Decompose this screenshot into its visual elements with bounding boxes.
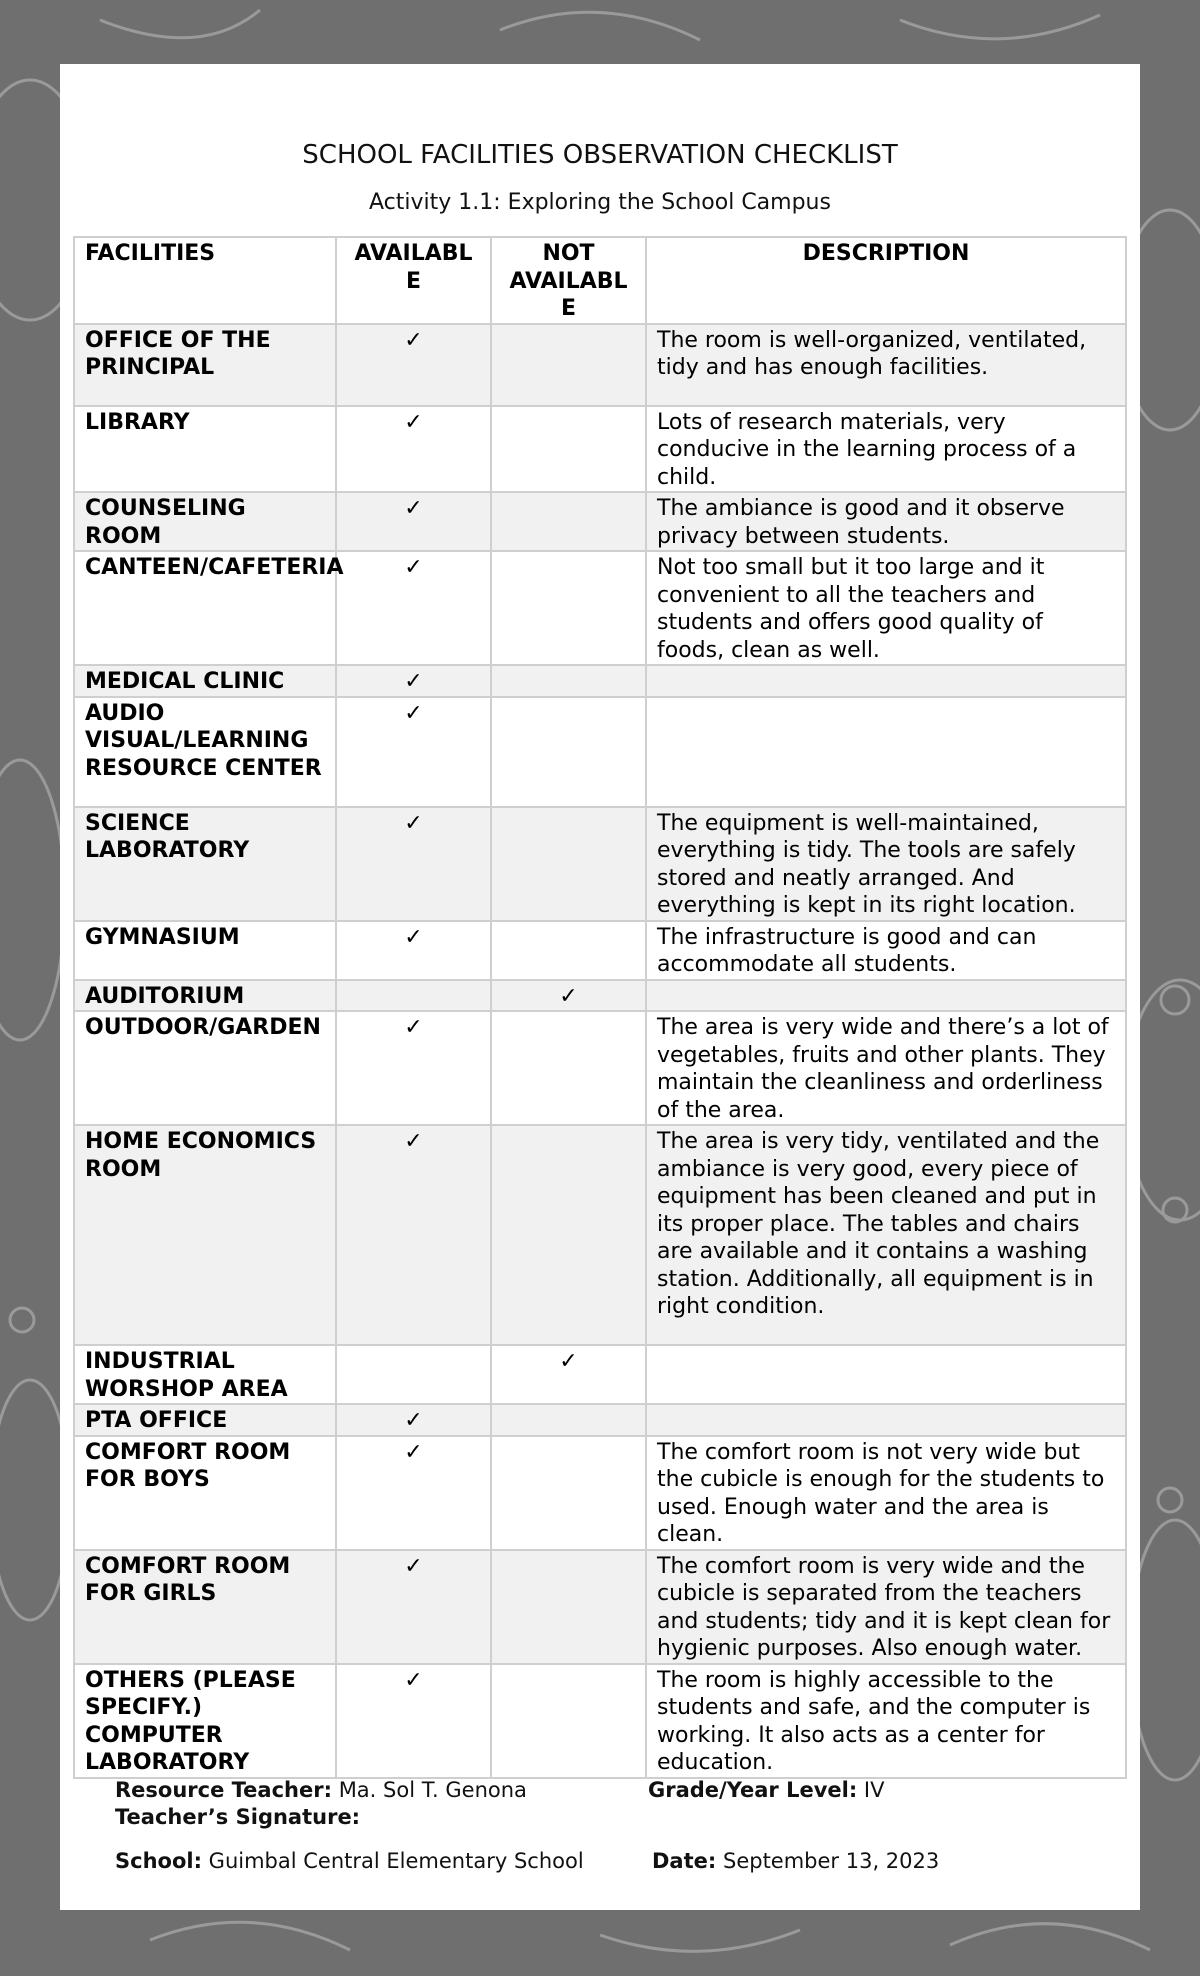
facility-cell: SCIENCE LABORATORY: [74, 807, 336, 921]
date-label: Date:: [652, 1849, 717, 1873]
facility-cell: OUTDOOR/GARDEN: [74, 1011, 336, 1125]
facility-cell: GYMNASIUM: [74, 921, 336, 980]
school-label: School:: [115, 1849, 202, 1873]
not-available-check-cell: [491, 665, 646, 697]
date-value: September 13, 2023: [722, 1849, 940, 1873]
available-check-cell: ✓: [336, 1125, 491, 1345]
resource-teacher-line: [115, 1778, 527, 1802]
available-check-cell: ✓: [336, 1550, 491, 1664]
available-check-cell: [336, 1345, 491, 1404]
available-check-cell: ✓: [336, 1404, 491, 1436]
available-check-cell: ✓: [336, 492, 491, 551]
not-available-check-cell: [491, 1436, 646, 1550]
facility-cell: CANTEEN/CAFETERIA: [74, 551, 336, 665]
not-available-check-cell: [491, 1011, 646, 1125]
grade-label: Grade/Year Level:: [648, 1778, 858, 1802]
description-cell: The room is well-organized, ventilated, tidy and has enough facilities.: [646, 324, 1126, 406]
checklist-page: [60, 64, 1140, 1910]
description-cell: The room is highly accessible to the students and safe, and the computer is working. It also acts as a center for education.: [646, 1664, 1126, 1778]
school-line: [115, 1849, 584, 1873]
available-check-cell: ✓: [336, 1436, 491, 1550]
description-cell: [646, 1404, 1126, 1436]
resource-teacher-value: Ma. Sol T. Genona: [338, 1778, 527, 1802]
facility-cell: COUNSELING ROOM: [74, 492, 336, 551]
not-available-check-cell: [491, 921, 646, 980]
not-available-check-cell: [491, 324, 646, 406]
not-available-check-cell: [491, 551, 646, 665]
table-row: [74, 1345, 1126, 1404]
header-available: AVAILABL E: [336, 237, 491, 324]
facility-cell: PTA OFFICE: [74, 1404, 336, 1436]
table-row: [74, 1125, 1126, 1345]
facility-cell: COMFORT ROOM FOR BOYS: [74, 1436, 336, 1550]
facility-cell: OTHERS (PLEASE SPECIFY.) COMPUTER LABORATORY: [74, 1664, 336, 1778]
not-available-check-cell: [491, 406, 646, 493]
table-row: [74, 1436, 1126, 1550]
header-not-available: NOT AVAILABL E: [491, 237, 646, 324]
description-cell: Lots of research materials, very conducive in the learning process of a child.: [646, 406, 1126, 493]
header-facilities: FACILITIES: [74, 237, 336, 324]
facilities-table: [73, 236, 1127, 1779]
table-row: [74, 1550, 1126, 1664]
available-check-cell: ✓: [336, 1011, 491, 1125]
description-cell: The area is very wide and there’s a lot of vegetables, fruits and other plants. They maintain the cleanliness and orderliness of the area.: [646, 1011, 1126, 1125]
not-available-check-cell: [491, 807, 646, 921]
facility-cell: LIBRARY: [74, 406, 336, 493]
description-cell: The equipment is well-maintained, everything is tidy. The tools are safely stored and neatly arranged. And everything is kept in its right location.: [646, 807, 1126, 921]
description-cell: The ambiance is good and it observe privacy between students.: [646, 492, 1126, 551]
available-check-cell: ✓: [336, 551, 491, 665]
not-available-check-cell: [491, 1664, 646, 1778]
table-row: [74, 1664, 1126, 1778]
school-value: Guimbal Central Elementary School: [208, 1849, 584, 1873]
header-description: DESCRIPTION: [646, 237, 1126, 324]
description-cell: [646, 980, 1126, 1012]
not-available-check-cell: ✓: [491, 1345, 646, 1404]
available-check-cell: ✓: [336, 807, 491, 921]
available-check-cell: ✓: [336, 1664, 491, 1778]
page-subtitle: Activity 1.1: Exploring the School Campus: [369, 190, 831, 215]
description-cell: [646, 697, 1126, 807]
available-check-cell: ✓: [336, 324, 491, 406]
not-available-check-cell: [491, 1404, 646, 1436]
facility-cell: MEDICAL CLINIC: [74, 665, 336, 697]
facility-cell: HOME ECONOMICS ROOM: [74, 1125, 336, 1345]
table-row: [74, 807, 1126, 921]
description-cell: [646, 665, 1126, 697]
not-available-check-cell: [491, 492, 646, 551]
not-available-check-cell: [491, 697, 646, 807]
table-row: [74, 551, 1126, 665]
signature-line: [115, 1805, 360, 1829]
available-check-cell: ✓: [336, 406, 491, 493]
description-cell: The comfort room is not very wide but the cubicle is enough for the students to used. Enough water and the area is clean.: [646, 1436, 1126, 1550]
table-row: [74, 406, 1126, 493]
description-cell: The infrastructure is good and can accommodate all students.: [646, 921, 1126, 980]
facility-cell: OFFICE OF THE PRINCIPAL: [74, 324, 336, 406]
table-row: [74, 980, 1126, 1012]
grade-value: IV: [863, 1778, 885, 1802]
available-check-cell: ✓: [336, 921, 491, 980]
available-check-cell: [336, 980, 491, 1012]
table-row: [74, 1404, 1126, 1436]
facility-cell: INDUSTRIAL WORSHOP AREA: [74, 1345, 336, 1404]
not-available-check-cell: [491, 1550, 646, 1664]
description-cell: [646, 1345, 1126, 1404]
not-available-check-cell: [491, 1125, 646, 1345]
grade-line: [648, 1778, 884, 1802]
available-check-cell: ✓: [336, 665, 491, 697]
description-cell: Not too small but it too large and it convenient to all the teachers and students and offers good quality of foods, clean as well.: [646, 551, 1126, 665]
resource-teacher-label: Resource Teacher:: [115, 1778, 332, 1802]
table-row: [74, 324, 1126, 406]
table-row: [74, 697, 1126, 807]
signature-label: Teacher’s Signature:: [115, 1805, 361, 1829]
page-title: SCHOOL FACILITIES OBSERVATION CHECKLIST: [302, 140, 898, 170]
description-cell: The comfort room is very wide and the cubicle is separated from the teachers and students; tidy and it is kept clean for hygienic purposes. Also enough water.: [646, 1550, 1126, 1664]
description-cell: The area is very tidy, ventilated and the ambiance is very good, every piece of equipment has been cleaned and put in its proper place. The tables and chairs are available and it contains a washing station. Additionally, all equipment is in right condition.: [646, 1125, 1126, 1345]
table-row: [74, 921, 1126, 980]
available-check-cell: ✓: [336, 697, 491, 807]
table-row: [74, 1011, 1126, 1125]
table-row: [74, 665, 1126, 697]
facility-cell: AUDITORIUM: [74, 980, 336, 1012]
facility-cell: AUDIO VISUAL/LEARNING RESOURCE CENTER: [74, 697, 336, 807]
not-available-check-cell: ✓: [491, 980, 646, 1012]
table-row: [74, 492, 1126, 551]
facility-cell: COMFORT ROOM FOR GIRLS: [74, 1550, 336, 1664]
date-line: [652, 1849, 939, 1873]
